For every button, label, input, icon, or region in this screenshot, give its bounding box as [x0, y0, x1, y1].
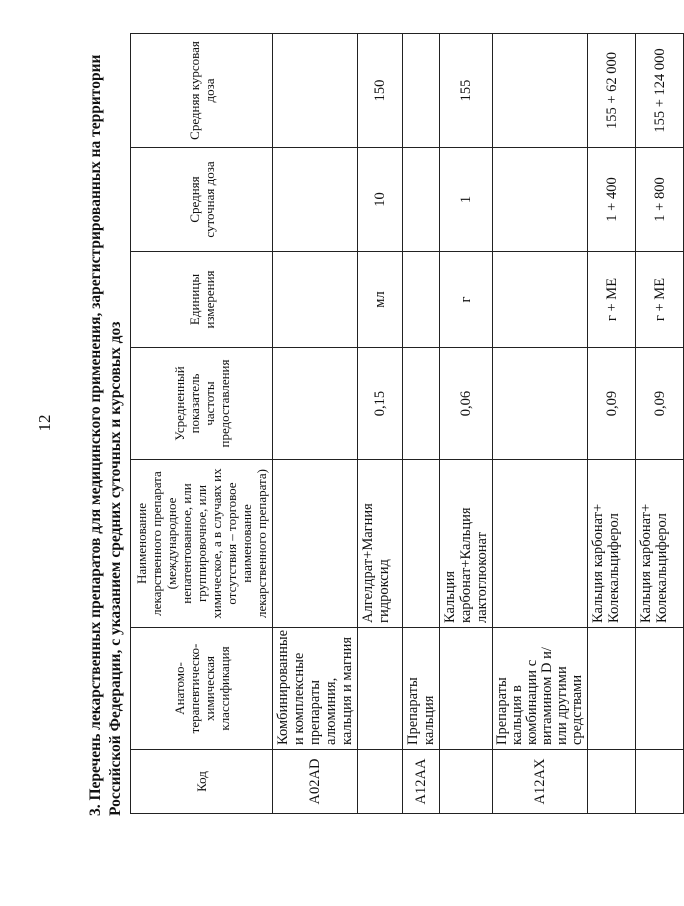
cell-frequency — [493, 348, 588, 460]
cell-code: A12AX — [493, 750, 588, 814]
cell-course-dose: 155 — [440, 34, 493, 148]
cell-name: Кальция карбонат+ Колекальциферол — [636, 460, 684, 628]
header-daily-dose: Средняя суточная доза — [131, 148, 273, 252]
cell-name: Кальция карбонат+ Колекальциферол — [588, 460, 636, 628]
cell-course-dose — [403, 34, 440, 148]
page-number: 12 — [35, 414, 54, 432]
cell-daily-dose — [273, 148, 358, 252]
cell-frequency — [403, 348, 440, 460]
cell-unit: мл — [358, 252, 403, 348]
cell-daily-dose: 1 + 400 — [588, 148, 636, 252]
cell-frequency — [273, 348, 358, 460]
cell-course-dose: 150 — [358, 34, 403, 148]
section-heading: 3. Перечень лекарственных препаратов для медицинского применения, зарегистрированных на территории Российской Федерации, с указанием средних суточных и курсовых доз — [87, 54, 124, 816]
cell-course-dose — [273, 34, 358, 148]
cell-frequency: 0,15 — [358, 348, 403, 460]
table-row — [493, 34, 588, 814]
cell-code: A12AA — [403, 750, 440, 814]
cell-daily-dose — [493, 148, 588, 252]
header-atc: Анатомо-терапевтическо-химическая классификация — [131, 628, 273, 750]
cell-course-dose: 155 + 62 000 — [588, 34, 636, 148]
cell-unit — [403, 252, 440, 348]
drug-table — [130, 33, 684, 814]
cell-atc: Препараты кальция — [403, 628, 440, 750]
cell-daily-dose: 1 — [440, 148, 493, 252]
cell-unit: г + МЕ — [588, 252, 636, 348]
cell-daily-dose — [403, 148, 440, 252]
cell-name — [273, 460, 358, 628]
cell-code — [440, 750, 493, 814]
cell-unit: г + МЕ — [636, 252, 684, 348]
cell-atc: Комбинированные и комплексные препараты алюминия, кальция и магния — [273, 628, 358, 750]
cell-name — [403, 460, 440, 628]
cell-course-dose — [493, 34, 588, 148]
cell-atc — [440, 628, 493, 750]
cell-frequency: 0,09 — [636, 348, 684, 460]
cell-code — [636, 750, 684, 814]
table-row — [273, 34, 358, 814]
table-row — [440, 34, 493, 814]
cell-daily-dose: 1 + 800 — [636, 148, 684, 252]
header-frequency: Усредненный показатель частоты предоставления — [131, 348, 273, 460]
cell-atc — [358, 628, 403, 750]
table-row — [358, 34, 403, 814]
header-course-dose: Средняя курсовая доза — [131, 34, 273, 148]
cell-unit: г — [440, 252, 493, 348]
table-row — [588, 34, 636, 814]
cell-atc: Препараты кальция в комбинации с витамином D и/или другими средствами — [493, 628, 588, 750]
cell-code — [588, 750, 636, 814]
cell-frequency: 0,09 — [588, 348, 636, 460]
cell-unit — [493, 252, 588, 348]
cell-daily-dose: 10 — [358, 148, 403, 252]
cell-name: Алгелдрат+Магния гидроксид — [358, 460, 403, 628]
header-code: Код — [131, 750, 273, 814]
table-row — [636, 34, 684, 814]
cell-name: Кальция карбонат+Кальция лактоглюконат — [440, 460, 493, 628]
cell-atc — [636, 628, 684, 750]
cell-course-dose: 155 + 124 000 — [636, 34, 684, 148]
header-name: Наименование лекарственного препарата (международное непатентованное, или группировочное, или химическое, а в случаях их отсутствия – торговое наименование лекарственного препарата) — [131, 460, 273, 628]
cell-frequency: 0,06 — [440, 348, 493, 460]
table-header-row — [131, 34, 273, 814]
header-unit: Единицы измерения — [131, 252, 273, 348]
cell-code: A02AD — [273, 750, 358, 814]
cell-name — [493, 460, 588, 628]
table-row — [403, 34, 440, 814]
cell-atc — [588, 628, 636, 750]
cell-unit — [273, 252, 358, 348]
cell-code — [358, 750, 403, 814]
